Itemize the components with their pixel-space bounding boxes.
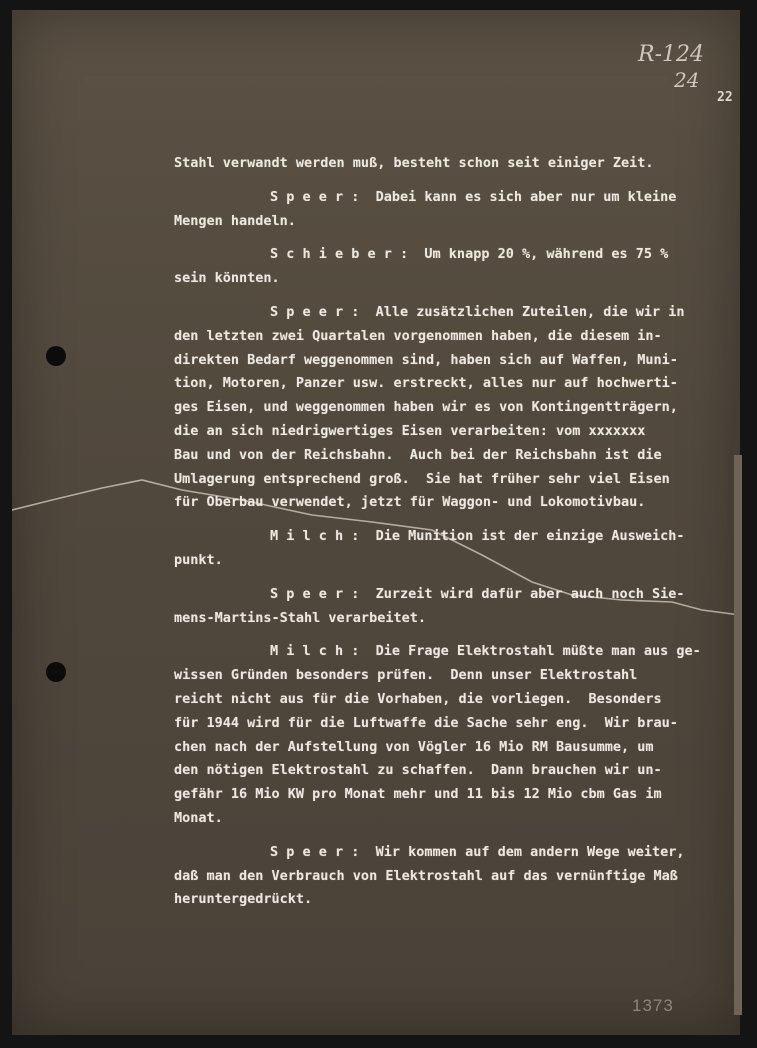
paragraph-gap <box>174 831 734 841</box>
text-line: Umlagerung entsprechend groß. Sie hat früher sehr viel Eisen <box>174 470 670 487</box>
archive-stamp-number: 1373 <box>632 996 674 1015</box>
paragraph-gap <box>174 291 734 301</box>
text-line: für Oberbau verwendet, jetzt für Waggon- und Lokomotivbau. <box>174 494 646 511</box>
text-line: den letzten zwei Quartalen vorgenommen haben, die diesem in- <box>174 327 662 344</box>
text-line: S p e e r : Wir kommen auf dem andern Wege weiter, <box>270 843 685 860</box>
text-line: sein könnten. <box>174 270 280 287</box>
page-number: 22 <box>717 90 733 105</box>
text-line: die an sich niedrigwertiges Eisen verarbeiten: vom xxxxxxx <box>174 422 646 439</box>
paragraph-gap <box>174 515 734 525</box>
underlying-sheet-edge <box>734 455 742 1015</box>
text-line: mens-Martins-Stahl verarbeitet. <box>174 609 426 626</box>
text-line: direkten Bedarf weggenommen sind, haben sich auf Waffen, Muni- <box>174 351 678 368</box>
binder-hole-top <box>46 346 66 366</box>
text-line: Bau und von der Reichsbahn. Auch bei der Reichsbahn ist die <box>174 446 662 463</box>
text-line: tion, Motoren, Panzer usw. erstreckt, alles nur auf hochwerti- <box>174 375 678 392</box>
text-line: reicht nicht aus für die Vorhaben, die vorliegen. Besonders <box>174 690 662 707</box>
text-line: daß man den Verbrauch von Elektrostahl auf das vernünftige Maß <box>174 867 678 884</box>
text-line: punkt. <box>174 551 223 568</box>
paragraph-gap <box>174 233 734 243</box>
text-line: S p e e r : Alle zusätzlichen Zuteilen, die wir in <box>270 303 685 320</box>
text-line: wissen Gründen besonders prüfen. Denn unser Elektrostahl <box>174 667 638 684</box>
text-line: S p e e r : Zurzeit wird dafür aber auch noch Sie- <box>270 585 685 602</box>
text-line: ges Eisen, und weggenommen haben wir es von Kontingentträgern, <box>174 399 678 416</box>
text-line: den nötigen Elektrostahl zu schaffen. Dann brauchen wir un- <box>174 762 662 779</box>
text-line: Stahl verwandt werden muß, besteht schon seit einiger Zeit. <box>174 155 654 171</box>
document-page <box>12 10 740 1035</box>
text-line: M i l c h : Die Munition ist der einzige Ausweich- <box>270 528 685 545</box>
binder-hole-bottom <box>46 662 66 682</box>
text-line: S c h i e b e r : Um knapp 20 %, während es 75 % <box>270 246 669 263</box>
handwritten-reference: R-124 <box>638 42 704 67</box>
paragraph-gap <box>174 573 734 583</box>
handwritten-subnumber: 24 <box>674 68 700 92</box>
text-line: Mengen handeln. <box>174 212 296 229</box>
text-line: M i l c h : Die Frage Elektrostahl müßte man aus ge- <box>270 643 701 660</box>
text-line: gefähr 16 Mio KW pro Monat mehr und 11 bis 12 Mio cbm Gas im <box>174 786 662 803</box>
text-line: S p e e r : Dabei kann es sich aber nur um kleine <box>270 188 677 205</box>
text-line: für 1944 wird für die Luftwaffe die Sache sehr eng. Wir brau- <box>174 714 678 731</box>
text-line: Monat. <box>174 809 223 826</box>
paragraph-gap <box>174 176 734 186</box>
document-text <box>174 152 734 912</box>
text-line: heruntergedrückt. <box>174 891 313 908</box>
text-line: chen nach der Aufstellung von Vögler 16 Mio RM Bausumme, um <box>174 738 654 755</box>
paragraph-gap <box>174 630 734 640</box>
